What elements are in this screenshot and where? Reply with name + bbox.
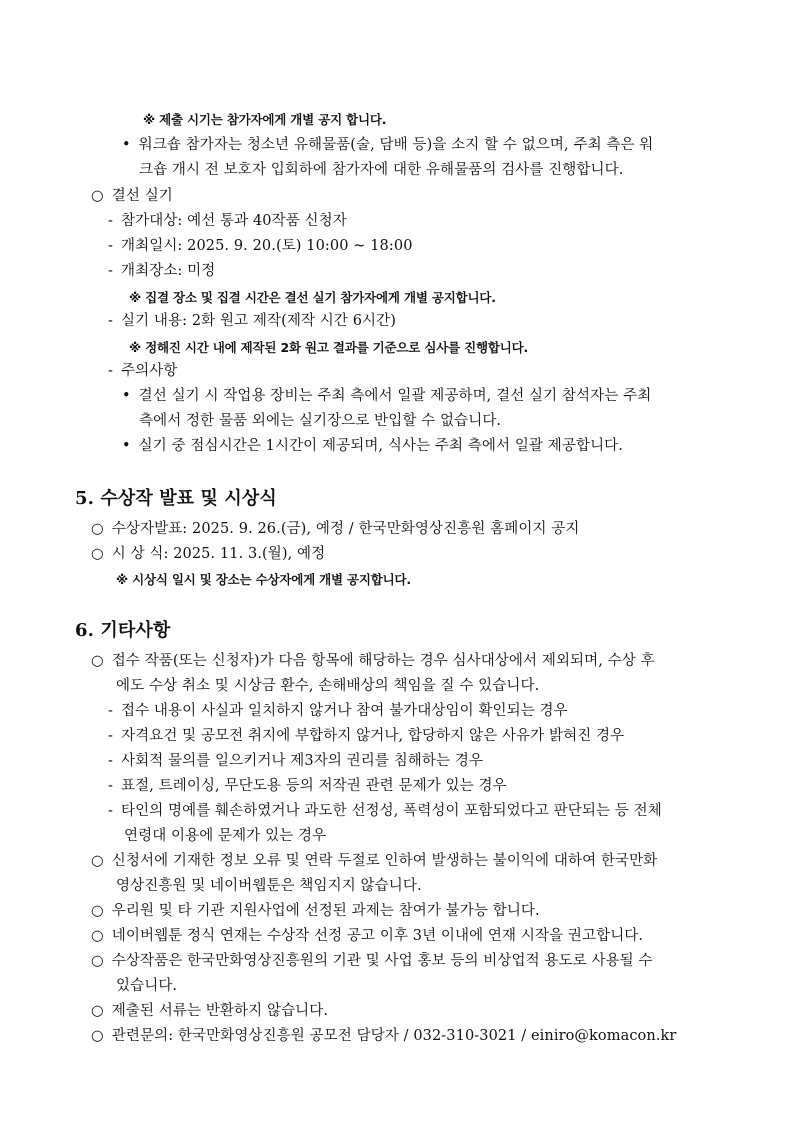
circle-marker: ○ xyxy=(91,188,104,204)
caution1-line2: 측에서 정한 물품 외에는 실기장으로 반입할 수 없습니다. xyxy=(139,413,502,429)
item4-text: 네이버웹툰 정식 연재는 수상작 선정 공고 이후 3년 이내에 연재 시작을 권고합니다. xyxy=(111,928,644,944)
item5-line2: 있습니다. xyxy=(116,978,178,994)
circle-marker: ○ xyxy=(91,853,104,869)
dash-marker: - xyxy=(108,313,113,329)
bullet-marker: • xyxy=(122,438,131,454)
circle-marker: ○ xyxy=(91,546,104,562)
bullet-marker: • xyxy=(122,388,131,404)
item1-line1: 접수 작품(또는 신청자)가 다음 항목에 해당하는 경우 심사대상에서 제외되며, 수상 후 xyxy=(111,653,655,669)
circle-marker: ○ xyxy=(91,953,104,969)
sub4-text: 표절, 트레이싱, 무단도용 등의 저작권 관련 문제가 있는 경우 xyxy=(121,778,507,794)
exclusion-item-1 xyxy=(108,702,568,720)
final-target xyxy=(108,212,347,230)
misc-item-7 xyxy=(91,1027,676,1045)
misc-item-1 xyxy=(91,652,655,670)
dash-marker: - xyxy=(108,753,113,769)
final-cautions-title xyxy=(108,362,177,380)
dash-marker: - xyxy=(108,238,113,254)
circle-marker: ○ xyxy=(91,1028,104,1044)
bullet-marker: • xyxy=(122,137,131,153)
awards-ceremony xyxy=(91,545,325,563)
dash-marker: - xyxy=(108,263,113,279)
note-venue: ※ 집결 장소 및 집결 시간은 결선 실기 참가자에게 개별 공지합니다. xyxy=(129,290,496,305)
note-content: ※ 정해진 시간 내에 제작된 2화 원고 결과를 기준으로 심사를 진행합니다. xyxy=(129,340,529,355)
misc-item-6 xyxy=(91,1002,328,1020)
item3-text: 우리원 및 타 기관 지원사업에 선정된 과제는 참여가 불가능 합니다. xyxy=(111,903,540,919)
final-venue xyxy=(108,262,215,280)
dash-marker: - xyxy=(108,778,113,794)
misc-item-2 xyxy=(91,852,657,870)
sub2-text: 자격요건 및 공모전 취지에 부합하지 않거나, 합당하지 않은 사유가 밝혀진 경우 xyxy=(121,728,625,744)
final-content-text: 실기 내용: 2화 원고 제작(제작 시간 6시간) xyxy=(121,313,397,329)
note-ceremony: ※ 시상식 일시 및 장소는 수상자에게 개별 공지합니다. xyxy=(116,572,411,587)
sub1-text: 접수 내용이 사실과 일치하지 않거나 참여 불가대상임이 확인되는 경우 xyxy=(121,703,568,719)
caution-item-2 xyxy=(122,437,623,455)
final-practical-title xyxy=(91,187,173,205)
circle-marker: ○ xyxy=(91,1003,104,1019)
exclusion-item-2 xyxy=(108,727,624,745)
exclusion-item-3 xyxy=(108,752,483,770)
workshop-bullet-item xyxy=(122,136,653,154)
sub5-line2: 연령대 이용에 문제가 있는 경우 xyxy=(124,828,327,844)
misc-item-3 xyxy=(91,902,540,920)
caution-item-1 xyxy=(122,387,651,405)
section6-heading: 6. 기타사항 xyxy=(75,620,171,641)
dash-marker: - xyxy=(108,703,113,719)
exclusion-item-5 xyxy=(108,802,662,820)
misc-item-5 xyxy=(91,952,653,970)
announce-text: 수상자발표: 2025. 9. 26.(금), 예정 / 한국만화영상진흥원 홈페이지 공지 xyxy=(111,521,580,537)
item2-line1: 신청서에 기재한 정보 오류 및 연락 두절로 인하여 발생하는 불이익에 대하여 한국만화 xyxy=(111,853,658,869)
sub3-text: 사회적 물의를 일으키거나 제3자의 권리를 침해하는 경우 xyxy=(121,753,484,769)
workshop-bullet-line1: 워크숍 참가자는 청소년 유해물품(술, 담배 등)을 소지 할 수 없으며, 주최 측은 워 xyxy=(138,137,654,153)
item6-text: 제출된 서류는 반환하지 않습니다. xyxy=(111,1003,329,1019)
circle-marker: ○ xyxy=(91,653,104,669)
dash-marker: - xyxy=(108,803,113,819)
final-content xyxy=(108,312,396,330)
dash-marker: - xyxy=(108,213,113,229)
section5-heading: 5. 수상작 발표 및 시상식 xyxy=(75,488,277,509)
item5-line1: 수상작품은 한국만화영상진흥원의 기관 및 사업 홍보 등의 비상업적 용도로 사용될 수 xyxy=(111,953,653,969)
circle-marker: ○ xyxy=(91,903,104,919)
exclusion-item-4 xyxy=(108,777,507,795)
caution2-text: 실기 중 점심시간은 1시간이 제공되며, 식사는 주최 측에서 일괄 제공합니다. xyxy=(138,438,623,454)
misc-item-4 xyxy=(91,927,643,945)
final-venue-text: 개최장소: 미정 xyxy=(121,263,216,279)
item2-line2: 영상진흥원 및 네이버웹툰은 책임지지 않습니다. xyxy=(116,878,422,894)
circle-marker: ○ xyxy=(91,521,104,537)
dash-marker: - xyxy=(108,728,113,744)
final-cautions-text: 주의사항 xyxy=(121,363,178,379)
awards-announcement xyxy=(91,520,580,538)
workshop-bullet-line2: 크숍 개시 전 보호자 입회하에 참가자에 대한 유해물품의 검사를 진행합니다. xyxy=(139,162,624,178)
final-target-text: 참가대상: 예선 통과 40작품 신청자 xyxy=(121,213,347,229)
item1-line2: 에도 수상 취소 및 시상금 환수, 손해배상의 책임을 질 수 있습니다. xyxy=(116,678,540,694)
note-submission-time: ※ 제출 시기는 참가자에게 개별 공지 합니다. xyxy=(143,112,387,127)
sub5-line1: 타인의 명예를 훼손하였거나 과도한 선정성, 폭력성이 포함되었다고 판단되는 등 전체 xyxy=(121,803,662,819)
caution1-line1: 결선 실기 시 작업용 장비는 주최 측에서 일괄 제공하며, 결선 실기 참석자는 주최 xyxy=(138,388,652,404)
ceremony-text: 시 상 식: 2025. 11. 3.(월), 예정 xyxy=(111,546,326,562)
circle-marker: ○ xyxy=(91,928,104,944)
item7-contact-text: 관련문의: 한국만화영상진흥원 공모전 담당자 / 032-310-3021 / einiro@komacon.kr xyxy=(111,1028,677,1044)
dash-marker: - xyxy=(108,363,113,379)
final-datetime-text: 개최일시: 2025. 9. 20.(토) 10:00 ~ 18:00 xyxy=(121,238,413,254)
final-title-text: 결선 실기 xyxy=(111,188,173,204)
final-datetime xyxy=(108,237,413,255)
